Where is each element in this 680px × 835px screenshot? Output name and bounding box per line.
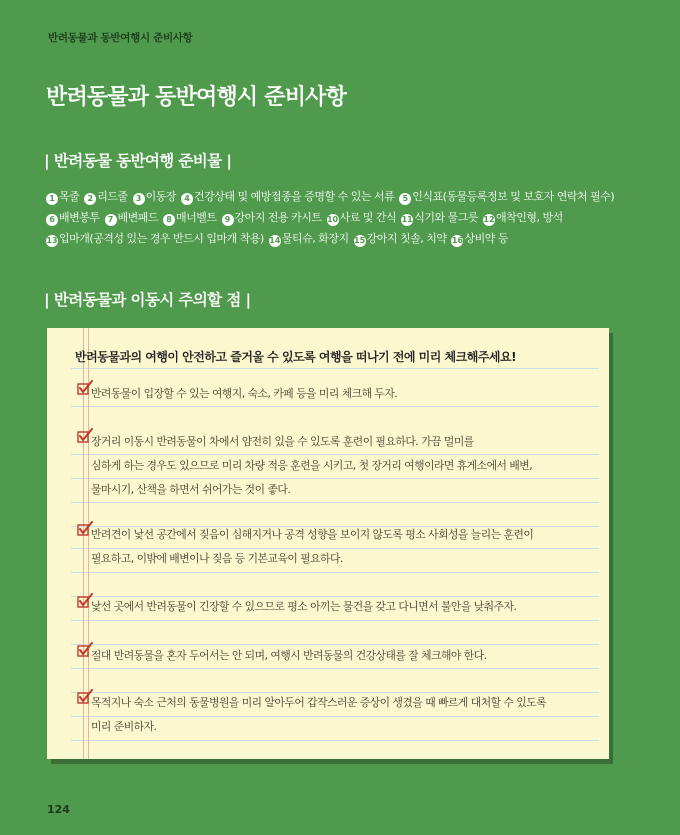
checklist-item-text <box>91 644 597 668</box>
supplies-line <box>46 228 646 249</box>
item-number-badge: 15 <box>354 236 366 245</box>
supply-item-text: 이동장 <box>145 190 177 203</box>
supply-item <box>133 190 176 203</box>
checklist-item <box>77 644 597 668</box>
item-number-badge: 1 <box>46 193 58 205</box>
notepad-lead: 반려동물과의 여행이 안전하고 즐거울 수 있도록 여행을 떠나기 전에 미리 체크해주세요! <box>75 350 517 364</box>
item-number-badge: 7 <box>105 214 117 226</box>
supply-item <box>222 211 322 224</box>
supply-item-text: 배변봉투 <box>59 211 100 224</box>
supply-item <box>451 232 508 245</box>
checklist-item <box>77 523 597 571</box>
supply-item-text: 리드줄 <box>97 190 128 203</box>
checklist-item-line: 절대 반려동물을 혼자 두어서는 안 되며, 여행시 반려동물의 건강상태를 잘 체크해야 한다. <box>91 649 487 662</box>
supply-item <box>327 211 397 224</box>
checklist-item <box>77 595 597 619</box>
supply-item <box>399 190 614 203</box>
supply-item-text: 인식표(동물등록정보 및 보호자 연락처 필수) <box>412 190 615 203</box>
item-number-badge: 10 <box>326 215 339 224</box>
item-number-badge: 4 <box>181 193 193 205</box>
checklist-item <box>77 691 597 739</box>
checkbox-checked-icon <box>77 428 93 444</box>
checklist-item-text <box>91 595 597 619</box>
section-title-supplies: | 반려동물 동반여행 준비물 | <box>44 152 232 170</box>
supplies-line <box>46 207 646 228</box>
supplies-line <box>46 186 646 207</box>
supply-item <box>181 190 394 203</box>
ruled-line <box>71 502 599 503</box>
checklist-item-text <box>91 430 597 502</box>
checklist-item-line: 목적지나 숙소 근처의 동물병원을 미리 알아두어 갑작스러운 증상이 생겼을 때 빠르게 대처할 수 있도록 <box>91 696 547 709</box>
supply-item-text: 강아지 칫솔, 치약 <box>366 232 447 245</box>
checkbox-checked-icon <box>77 380 93 396</box>
running-header: 반려동물과 동반여행시 준비사항 <box>48 32 193 44</box>
supply-item-text: 목줄 <box>59 190 80 203</box>
supply-item <box>105 211 159 224</box>
checklist-item-text <box>91 382 597 406</box>
item-number-badge: 12 <box>483 215 495 224</box>
supply-item <box>483 211 563 224</box>
supply-item <box>84 190 127 203</box>
checklist-item <box>77 430 597 502</box>
supply-item-text: 입마개(공격성 있는 경우 반드시 입마개 착용) <box>59 232 264 245</box>
checklist-item-line: 장거리 이동시 반려동물이 차에서 얌전히 있을 수 있도록 훈련이 필요하다. 가끔 멀미를 <box>91 435 474 448</box>
supply-item-text: 사료 및 간식 <box>339 211 397 224</box>
section-title-precautions: | 반려동물과 이동시 주의할 점 | <box>44 291 251 309</box>
checklist-item-line: 물마시기, 산책을 하면서 쉬어가는 것이 좋다. <box>91 483 291 496</box>
ruled-line <box>71 572 599 573</box>
supply-item <box>401 211 478 224</box>
checklist-item-line: 반려동물이 입장할 수 있는 여행지, 숙소, 카페 등을 미리 체크해 두자. <box>91 387 398 400</box>
checkbox-checked-icon <box>77 521 93 537</box>
checklist-item-line: 미리 준비하자. <box>91 720 157 733</box>
supply-item-text: 건강상태 및 예방접종을 증명할 수 있는 서류 <box>194 190 395 203</box>
ruled-line <box>71 668 599 669</box>
item-number-badge: 11 <box>401 215 413 224</box>
checklist-item-text <box>91 691 597 739</box>
item-number-badge: 6 <box>46 214 58 226</box>
checkbox-checked-icon <box>77 593 93 609</box>
item-number-badge: 14 <box>269 236 281 245</box>
item-number-badge: 3 <box>133 193 145 205</box>
supply-item-text: 애착인형, 방석 <box>495 211 563 224</box>
supply-item-text: 식기와 물그릇 <box>414 211 478 224</box>
supplies-list <box>46 186 646 249</box>
supply-item <box>163 211 217 224</box>
checkbox-checked-icon <box>77 689 93 705</box>
supply-item <box>46 211 100 224</box>
item-number-badge: 16 <box>451 236 464 245</box>
supply-item <box>354 232 447 245</box>
supply-item <box>46 232 264 245</box>
page-title: 반려동물과 동반여행시 준비사항 <box>46 85 347 110</box>
notepad <box>47 328 609 759</box>
item-number-badge: 2 <box>84 193 96 205</box>
checklist-item-line: 필요하고, 이밖에 배변이나 짖음 등 기본교육이 필요하다. <box>91 552 343 565</box>
ruled-line <box>71 740 599 741</box>
item-number-badge: 9 <box>222 214 234 226</box>
checklist-item-line: 낯선 곳에서 반려동물이 긴장할 수 있으므로 평소 아끼는 물건을 갖고 다니면서 불안을 낮춰주자. <box>91 600 517 613</box>
ruled-line <box>71 620 599 621</box>
supply-item-text: 상비약 등 <box>464 232 508 245</box>
supply-item-text: 배변패드 <box>117 211 159 224</box>
supply-item-text: 매너벨트 <box>176 211 217 224</box>
supply-item <box>269 232 349 245</box>
checklist-item-line: 반려견이 낯선 공간에서 짖음이 심해지거나 공격 성향을 보이지 않도록 평소 사회성을 늘리는 훈련이 <box>91 528 534 541</box>
supply-item-text: 강아지 전용 카시트 <box>234 211 322 224</box>
item-number-badge: 5 <box>399 193 411 205</box>
ruled-line <box>71 368 599 369</box>
item-number-badge: 13 <box>46 236 58 245</box>
checklist-item-line: 심하게 하는 경우도 있으므로 미리 차량 적응 훈련을 시키고, 첫 장거리 여행이라면 휴게소에서 배변, <box>91 459 533 472</box>
supply-item <box>46 190 79 203</box>
checkbox-checked-icon <box>77 642 93 658</box>
supply-item-text: 물티슈, 화장지 <box>281 232 349 245</box>
ruled-line <box>71 406 599 407</box>
checklist-item <box>77 382 597 406</box>
page-number: 124 <box>47 803 70 816</box>
checklist-item-text <box>91 523 597 571</box>
item-number-badge: 8 <box>163 214 175 226</box>
